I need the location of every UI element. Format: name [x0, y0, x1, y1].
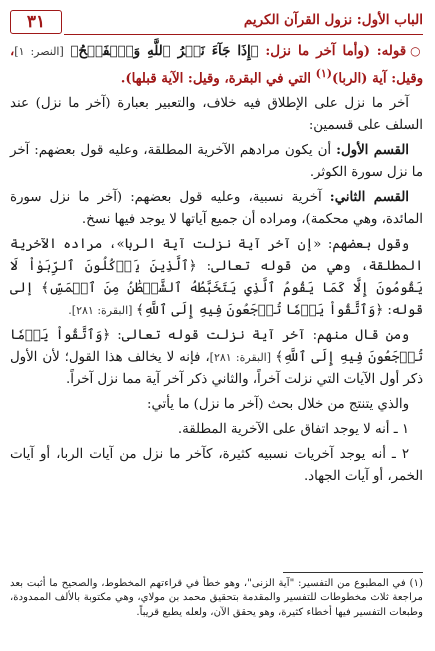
paragraph-riba — [10, 234, 423, 322]
verse-reference-baqara: [البقرة: ٢٨١]. — [68, 304, 136, 318]
footnote-number: (١) — [409, 578, 423, 589]
footnote-1 — [10, 577, 423, 620]
riba-text-1: وقول بعضهم: «إن آخر آية نزلت آية الربا»، مراده الآخرية المطلقة، وهي من قوله تعالى: — [10, 237, 423, 275]
quote-text-3: التي في البقرة، وقيل: الآية قبلها). — [120, 71, 316, 87]
part-one-title: القسم الأول: — [336, 143, 409, 159]
part-two-title: القسم الثاني: — [329, 190, 409, 206]
quran-verse-ittaqu: ﴿وَٱتَّقُواْ يَوۡمٗا تُرۡجَعُونَ فِيهِ إِلَى ٱللَّهِ﴾ — [135, 303, 384, 319]
part-two-text: آخرية نسبية، وعليه قول بعضهم: (آخر ما نزل سورة المائدة، وهي محكمة)، ومراده أن جميع آياتها لا يوجد فيها نسخ. — [10, 190, 423, 228]
quoted-statement — [10, 40, 423, 90]
paragraph-last-verse — [10, 325, 423, 391]
page-body — [10, 40, 423, 491]
header-rule — [64, 34, 423, 35]
paragraph-part-two — [10, 187, 423, 231]
last-verse-text-2: ، فإنه لا يخالف هذا القول؛ لأن الأول ذكر أول الآيات التي نزلت آخراً، والثاني ذكر آخر آية مما نزل آخراً. — [10, 350, 423, 388]
verse-reference-baqara-2: [البقرة: ٢٨١] — [209, 351, 276, 365]
quran-verse-riba: ﴿ٱلَّذِينَ يَأۡكُلُونَ ٱلرِّبَوٰاْ لَا يَقُومُونَ إِلَّا كَمَا يَقُومُ ٱلَّذِي يَتَخَبَّطُهُ ٱلشَّيۡطَٰنُ مِنَ ٱلۡمَسِّ﴾ — [10, 259, 423, 297]
last-verse-text-1: ومن قال منهم: آخر آية نزلت قوله تعالى: — [110, 328, 409, 344]
footnote-marker: (١) — [315, 67, 333, 80]
verse-reference-nasr: [النصر: ١] — [14, 45, 64, 58]
paragraph-conclusion: والذي يتنتج من خلال بحث (آخر ما نزل) ما يأتي: — [146, 397, 409, 413]
page-number: ٣١ — [10, 10, 62, 34]
list-item-2: ٢ ـ أنه يوجد آخريات نسبيه كثيرة، كآخر ما نزل من آيات الربا، أو آيات الخمر، أو آيات الجهاد. — [10, 447, 423, 485]
list-item-1: ١ ـ أنه لا يوجد اتفاق على الآخرية المطلقة. — [177, 422, 409, 438]
paragraph-part-one — [10, 140, 423, 184]
quran-verse-ittaqu-2: ﴿وَٱتَّقُواْ يَوۡمٗا تُرۡجَعُونَ فِيهِ إِلَى ٱللَّهِ﴾ — [10, 328, 423, 366]
part-one-text: أن يكون مرادهم الآخرية المطلقة، وعليه قول بعضهم: آخر ما نزل سورة الكوثر. — [10, 143, 423, 181]
footnote-rule — [283, 572, 423, 573]
circle-bullet-icon: ○ — [410, 44, 423, 58]
quote-lead: قوله: — [376, 44, 407, 59]
quran-verse-nasr: ﴿إِذَا جَآءَ نَصۡرُ ٱللَّهِ وَٱلۡفَتۡحُ﴾ — [70, 44, 259, 59]
quote-text-2: ، وقيل: آية (الربا) — [10, 44, 423, 87]
running-title: الباب الأول: نزول القرآن الكريم — [243, 12, 423, 28]
footnote-text: في المطبوع من التفسير: "آية الزنى"، وهو خطأ في قراءتهم المخطوط، والصحيح ما أثبت بعد مراجعة ثلاث مخطوطات للتفسير والمقدمة بتحقيق محمد بن مولاي، وهي مكتوبة بالألف الممدودة، وطبعات التفسير فيها أخطاء كثيرة، وهو يحقق الآن، ولعله يطبع قريباً. — [10, 578, 423, 618]
page-header — [10, 10, 423, 36]
footnotes — [10, 572, 423, 620]
paragraph-intro: آخر ما نزل على الإطلاق فيه خلاف، والتعبير بعبارة (آخر ما نزل) عند السلف على قسمين: — [10, 96, 423, 134]
quote-text-1: (وأما آخر ما نزل: — [265, 44, 371, 59]
riba-text-2: إلى قوله: — [10, 281, 423, 319]
